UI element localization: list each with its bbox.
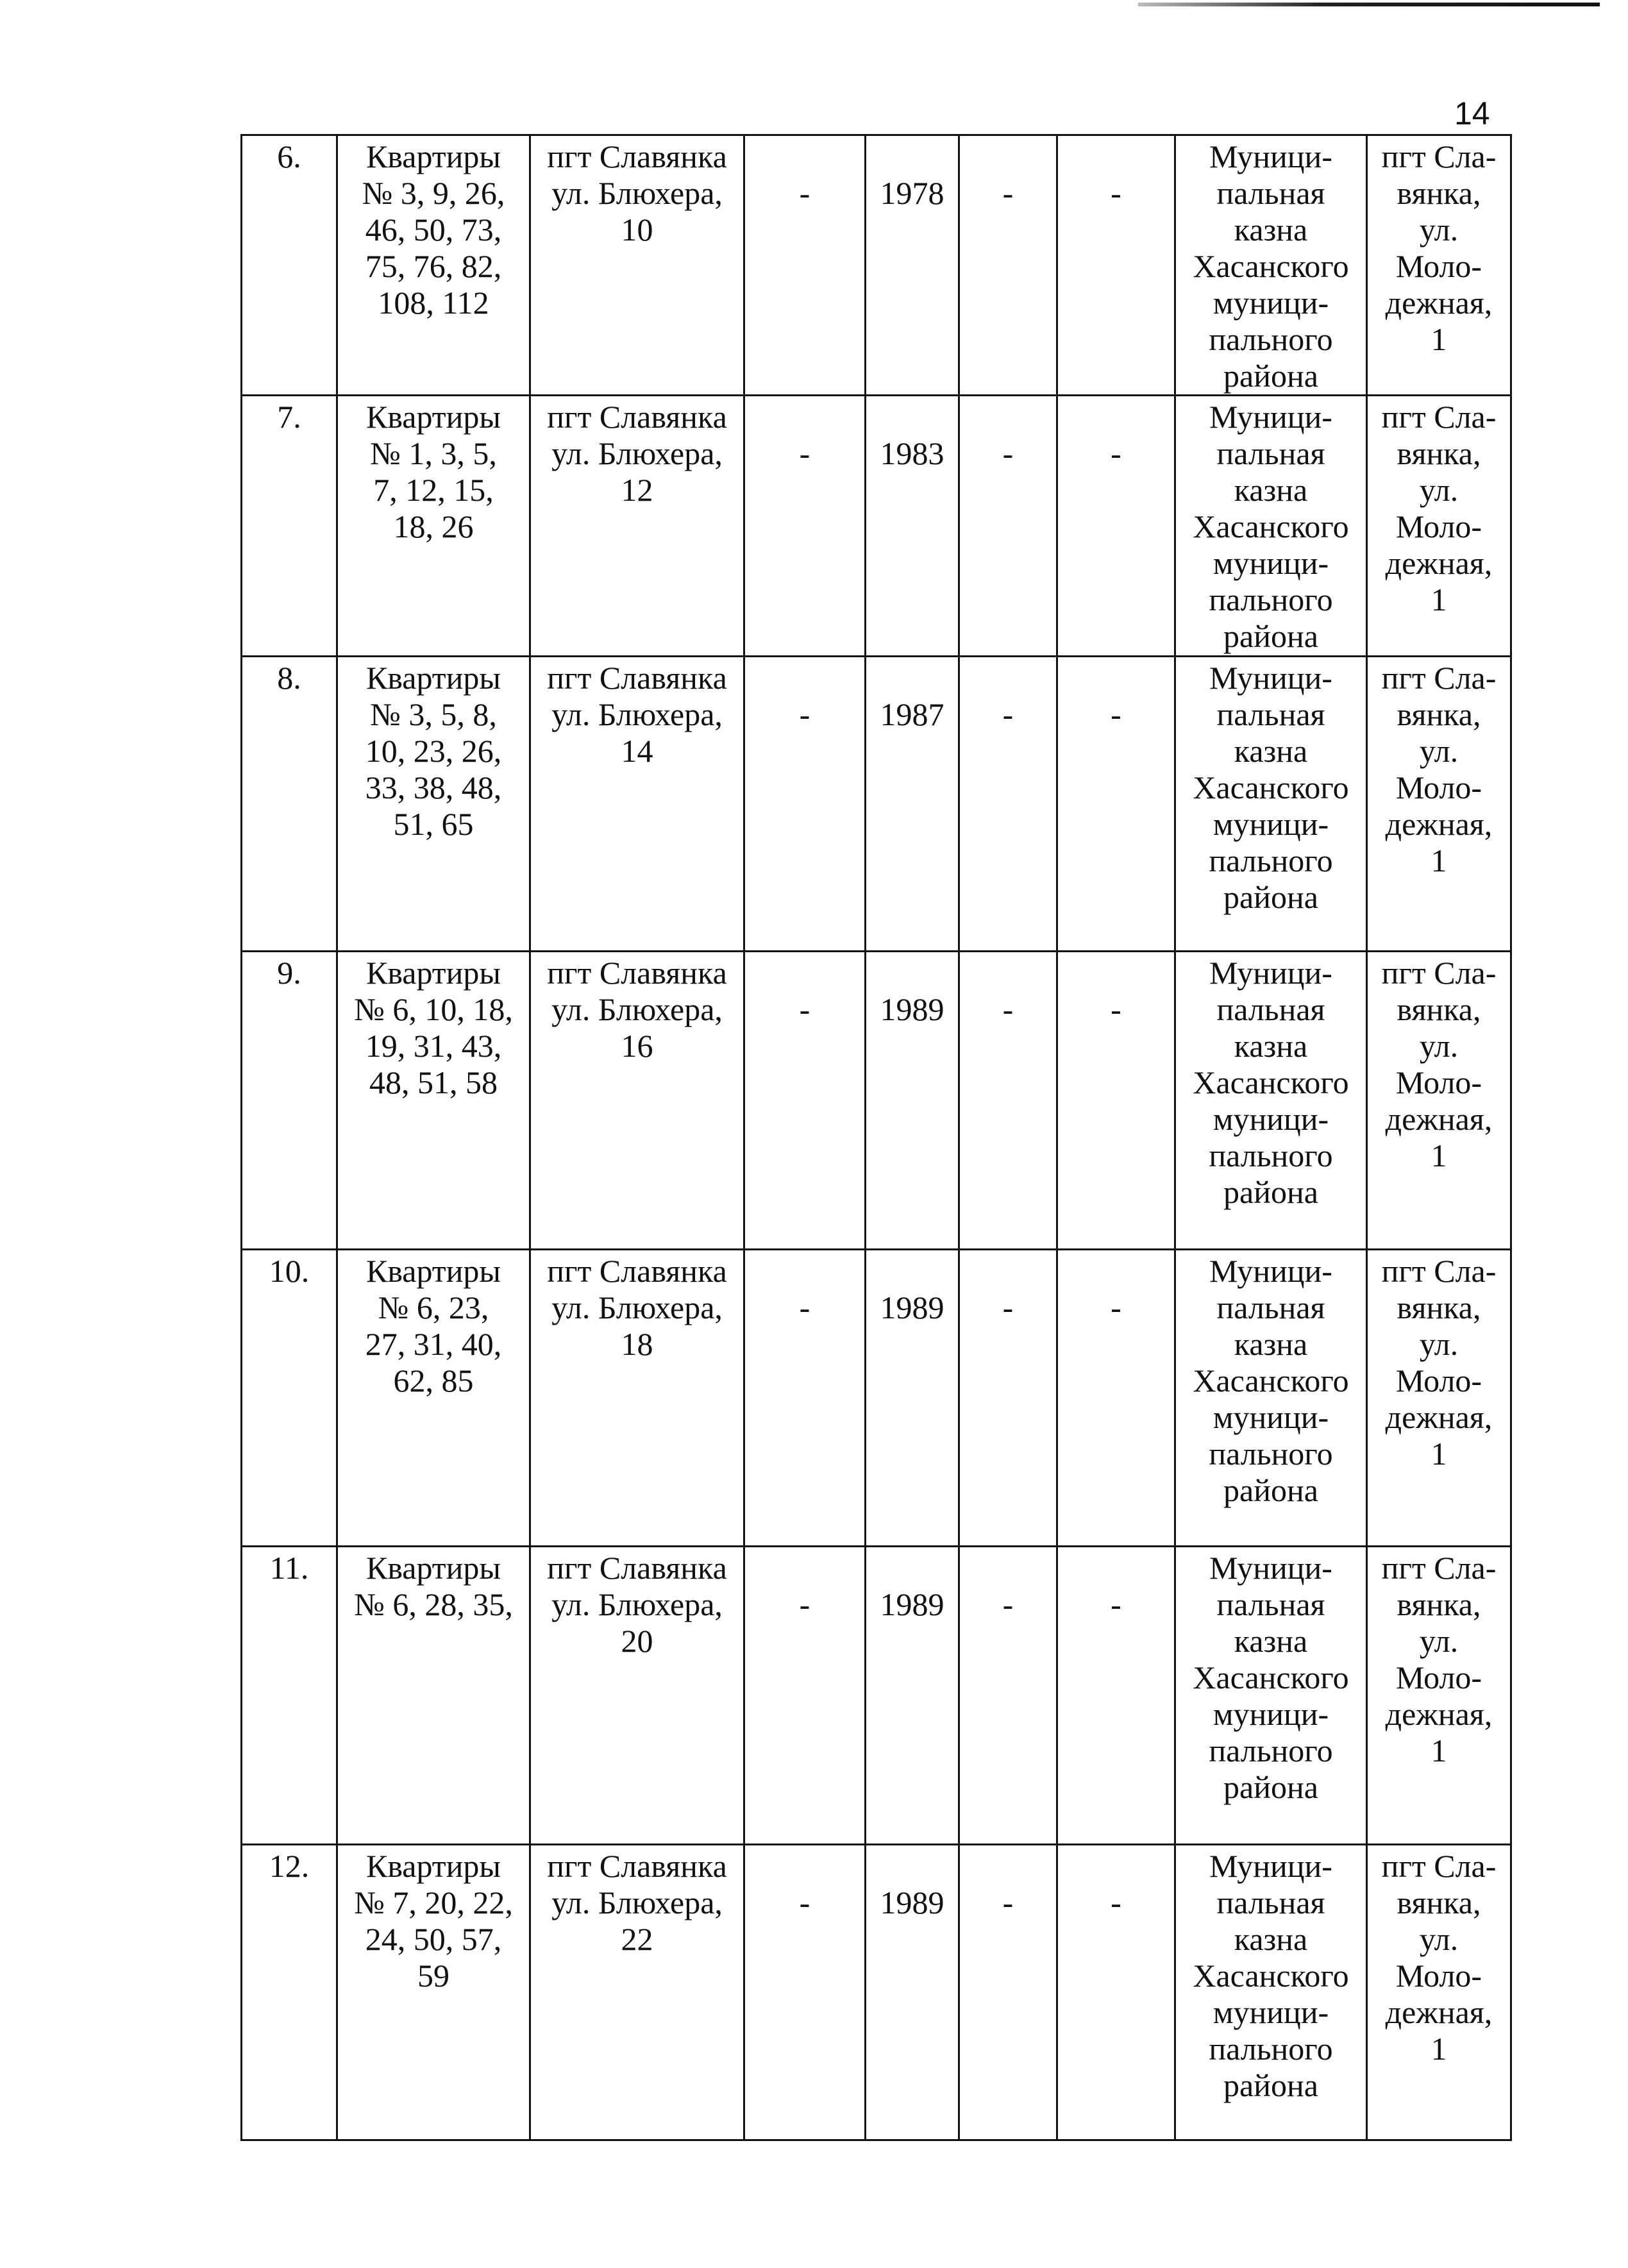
empty-value-cell: - [1057,1845,1175,2140]
address-cell: пгт Славянка ул. Блюхера, 14 [530,657,744,952]
year-cell: 1978 [866,135,959,396]
owner-address-cell: пгт Сла- вянка, ул. Моло- дежная, 1 [1367,657,1511,952]
empty-value-cell: - [1057,657,1175,952]
empty-value-cell: - [959,657,1057,952]
apartments-cell: Квартиры № 3, 5, 8, 10, 23, 26, 33, 38, 48, 51, 65 [337,657,530,952]
empty-value-cell: - [1057,1250,1175,1547]
owner-address-cell: пгт Сла- вянка, ул. Моло- дежная, 1 [1367,1845,1511,2140]
empty-value-cell: - [744,952,866,1250]
owner-address-cell: пгт Сла- вянка, ул. Моло- дежная, 1 [1367,1250,1511,1547]
owner-cell: Муници- пальная казна Хасанского муници- пального района [1175,1845,1367,2140]
apartments-cell: Квартиры № 6, 28, 35, [337,1547,530,1845]
year-cell: 1989 [866,1250,959,1547]
year-cell: 1983 [866,396,959,657]
table-row [242,657,1511,952]
row-number: 8. [242,657,337,952]
owner-cell: Муници- пальная казна Хасанского муници- пального района [1175,1250,1367,1547]
empty-value-cell: - [959,1845,1057,2140]
owner-cell: Муници- пальная казна Хасанского муници- пального района [1175,952,1367,1250]
owner-address-cell: пгт Сла- вянка, ул. Моло- дежная, 1 [1367,396,1511,657]
owner-address-cell: пгт Сла- вянка, ул. Моло- дежная, 1 [1367,1547,1511,1845]
empty-value-cell: - [959,396,1057,657]
address-cell: пгт Славянка ул. Блюхера, 16 [530,952,744,1250]
row-number: 7. [242,396,337,657]
owner-address-cell: пгт Сла- вянка, ул. Моло- дежная, 1 [1367,952,1511,1250]
apartments-cell: Квартиры № 3, 9, 26, 46, 50, 73, 75, 76, 82, 108, 112 [337,135,530,396]
top-rule [1138,3,1600,6]
property-table [240,134,1512,2141]
address-cell: пгт Славянка ул. Блюхера, 20 [530,1547,744,1845]
table-row [242,1845,1511,2140]
owner-cell: Муници- пальная казна Хасанского муници- пального района [1175,657,1367,952]
table-row [242,952,1511,1250]
address-cell: пгт Славянка ул. Блюхера, 18 [530,1250,744,1547]
empty-value-cell: - [744,396,866,657]
apartments-cell: Квартиры № 7, 20, 22, 24, 50, 57, 59 [337,1845,530,2140]
empty-value-cell: - [1057,396,1175,657]
owner-cell: Муници- пальная казна Хасанского муници- пального района [1175,135,1367,396]
empty-value-cell: - [1057,1547,1175,1845]
table-row [242,135,1511,396]
row-number: 10. [242,1250,337,1547]
address-cell: пгт Славянка ул. Блюхера, 22 [530,1845,744,2140]
year-cell: 1989 [866,1547,959,1845]
empty-value-cell: - [1057,952,1175,1250]
year-cell: 1989 [866,952,959,1250]
address-cell: пгт Славянка ул. Блюхера, 12 [530,396,744,657]
row-number: 6. [242,135,337,396]
owner-cell: Муници- пальная казна Хасанского муници- пального района [1175,1547,1367,1845]
row-number: 11. [242,1547,337,1845]
table-row [242,396,1511,657]
empty-value-cell: - [744,1250,866,1547]
page-number: 14 [1454,96,1490,131]
owner-address-cell: пгт Сла- вянка, ул. Моло- дежная, 1 [1367,135,1511,396]
owner-cell: Муници- пальная казна Хасанского муници- пального района [1175,396,1367,657]
empty-value-cell: - [744,1547,866,1845]
empty-value-cell: - [959,1547,1057,1845]
empty-value-cell: - [1057,135,1175,396]
apartments-cell: Квартиры № 6, 10, 18, 19, 31, 43, 48, 51, 58 [337,952,530,1250]
year-cell: 1987 [866,657,959,952]
empty-value-cell: - [959,135,1057,396]
apartments-cell: Квартиры № 1, 3, 5, 7, 12, 15, 18, 26 [337,396,530,657]
empty-value-cell: - [959,1250,1057,1547]
row-number: 9. [242,952,337,1250]
apartments-cell: Квартиры № 6, 23, 27, 31, 40, 62, 85 [337,1250,530,1547]
empty-value-cell: - [744,657,866,952]
address-cell: пгт Славянка ул. Блюхера, 10 [530,135,744,396]
empty-value-cell: - [744,135,866,396]
table-row [242,1250,1511,1547]
table-row [242,1547,1511,1845]
year-cell: 1989 [866,1845,959,2140]
empty-value-cell: - [744,1845,866,2140]
empty-value-cell: - [959,952,1057,1250]
row-number: 12. [242,1845,337,2140]
